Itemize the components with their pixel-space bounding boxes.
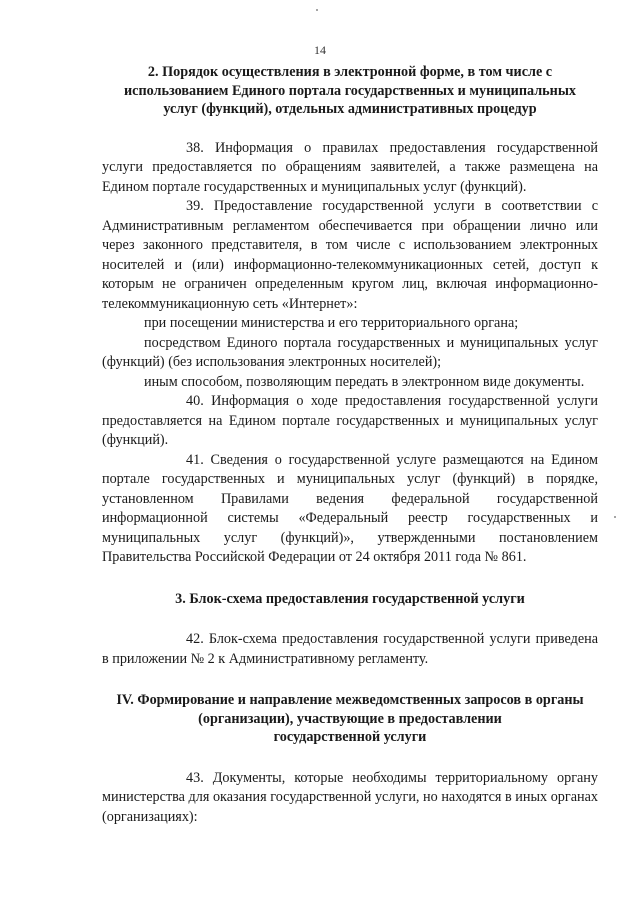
paragraph-41 <box>102 451 598 568</box>
list-item <box>102 334 598 373</box>
paragraph-number: 40. <box>186 393 204 409</box>
scan-speck <box>614 516 616 518</box>
section-2-heading <box>102 63 598 119</box>
paragraph-text: Блок-схема предоставления государственной услуги приведена в приложении № 2 к Административному регламенту. <box>102 631 599 667</box>
paragraph-text: Сведения о государственной услуге размещаются на Едином портале государственных и муниципальных услуг (функций) в порядке, установленном Правилами ведения федеральной государственной информационной системы «Федеральный реестр государственных и муниципальных услуг (функций)», утвержденными постановлением Правительства Российской Федерации от 24 октября 2011 года № 861. <box>102 451 599 565</box>
heading-line: государственной услуги <box>273 729 427 745</box>
heading-line: 2. Порядок осуществления в электронной форме, в том числе с <box>147 64 553 80</box>
paragraph-text: Информация о правилах предоставления государственной услуги предоставляется по обращениям заявителей, а также размещена на Едином портале государственных и муниципальных услуг (функций). <box>102 139 599 195</box>
list-item-text: иным способом, позволяющим передать в электронном виде документы. <box>144 373 585 390</box>
section-4-heading <box>102 691 598 747</box>
paragraph-40 <box>102 392 598 451</box>
paragraph-text: Предоставление государственной услуги в соответствии с Административным регламентом обеспечивается при обращении лично или через законного представителя, в том числе с использованием электронных носителей и (или) информационно-телекоммуникационных сетей, доступ к которым не ограничен определенным кругом лиц, включая информационно-телекоммуникационную сеть «Интернет»: <box>102 198 598 312</box>
list-item-text: при посещении министерства и его территориального органа; <box>144 315 519 331</box>
paragraph-number: 41. <box>186 451 204 468</box>
paragraph-number: 38. <box>186 139 204 156</box>
section-3-heading <box>102 590 598 609</box>
heading-line: (организации), участвующие в предоставлении <box>198 710 502 727</box>
paragraph-number: 42. <box>186 631 204 647</box>
heading-line: использованием Единого портала государственных и муниципальных <box>123 82 577 99</box>
paragraph-text: Информация о ходе предоставления государственной услуги предоставляется на Едином портале государственных и муниципальных услуг (функций). <box>102 393 599 448</box>
heading-line: услуг (функций), отдельных административных процедур <box>163 101 537 117</box>
list-item <box>102 314 598 334</box>
page-content <box>102 63 598 827</box>
heading-line: IV. Формирование и направление межведомственных запросов в органы <box>116 692 584 708</box>
paragraph-38 <box>102 139 598 198</box>
page-number: 14 <box>314 43 326 57</box>
heading-line: 3. Блок-схема предоставления государственной услуги <box>175 590 525 607</box>
paragraph-number: 43. <box>186 769 204 786</box>
paragraph-42 <box>102 630 598 669</box>
paragraph-text: Документы, которые необходимы территориальному органу министерства для оказания государственной услуги, но находятся в иных органах (организациях): <box>102 769 598 825</box>
paragraph-number: 39. <box>186 198 204 214</box>
scan-speck <box>316 9 318 11</box>
paragraph-39 <box>102 197 598 314</box>
paragraph-43 <box>102 769 598 828</box>
list-item-text: посредством Единого портала государственных и муниципальных услуг (функций) (без использования электронных носителей); <box>102 334 598 370</box>
list-item <box>102 373 598 393</box>
